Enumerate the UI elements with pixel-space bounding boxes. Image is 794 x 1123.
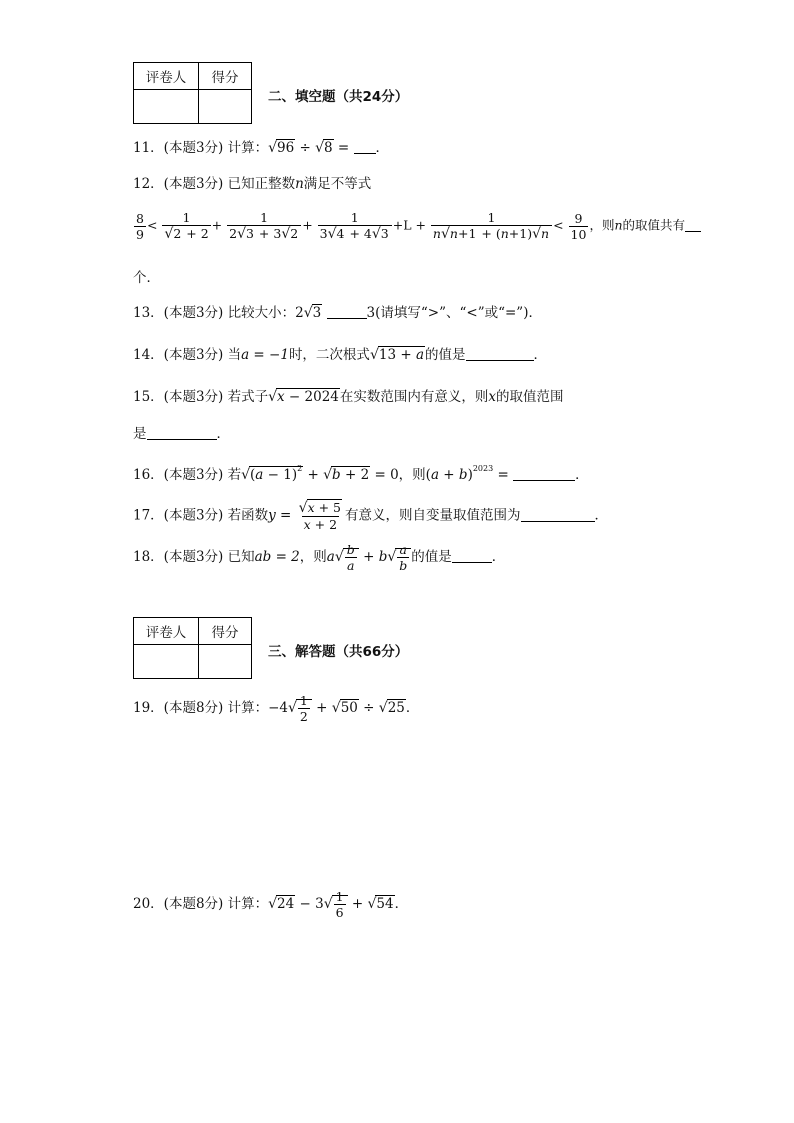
score-label: 得分 — [199, 618, 252, 645]
question-14: 14．(本题3分) 当a = −1时，二次根式√13 + a的值是 ． — [133, 347, 547, 363]
answer-blank-16[interactable] — [513, 466, 575, 481]
answer-blank-17[interactable] — [521, 507, 595, 522]
section3-title: 三、解答题（共66分） — [268, 644, 409, 660]
question-18: 18．(本题3分) 已知ab = 2，则a√ $\frac{b}{a}$ + b√ $\frac{a}{b}$ 的值是 ． — [133, 542, 506, 573]
grader-cell[interactable] — [134, 90, 199, 124]
score-cell[interactable] — [199, 90, 252, 124]
score-cell[interactable] — [199, 645, 252, 679]
question-12-inequality: $\frac{8}{9}$ < $\frac{1}{√2 + 2}$ + $\frac{1}{2√3 + 3√2}$ + $\frac{1}{3√4 + 4√3}$ +L + $\frac{1}{n√n+1 + (n+1)√n}$ < $\frac{9}{10}$ ，则n的取值共有 — [133, 210, 701, 242]
question-11: 11．(本题3分) 计算：√96 ÷ √8 = ． — [133, 140, 390, 156]
answer-blank-11[interactable] — [354, 139, 376, 154]
question-15-line2: 是 ． — [133, 426, 230, 442]
question-20: 20．(本题8分) 计算：√24 − 3√ $\frac{1}{6}$ + √54． — [133, 889, 409, 920]
answer-blank-14[interactable] — [466, 346, 534, 361]
grader-label: 评卷人 — [134, 618, 199, 645]
score-table-section2 — [133, 62, 252, 124]
question-19: 19．(本题8分) 计算：−4√ $\frac{1}{2}$ + √50 ÷ √25． — [133, 693, 420, 724]
question-13: 13．(本题3分) 比较大小：2√3 3(请填写“>”、“<”或“=”)． — [133, 305, 542, 321]
answer-blank-15[interactable] — [147, 425, 217, 440]
q11-prefix: 11．(本题3分) 计算： — [133, 140, 269, 156]
question-12: 12．(本题3分) 已知正整数n满足不等式 — [133, 176, 372, 192]
section2-title: 二、填空题（共24分） — [268, 89, 409, 105]
score-table-section3 — [133, 617, 252, 679]
answer-blank-18[interactable] — [452, 548, 492, 563]
question-17: 17．(本题3分) 若函数y = $\frac{√x + 5}{x + 2}$ 有意义，则自变量取值范围为 ． — [133, 500, 608, 532]
grader-cell[interactable] — [134, 645, 199, 679]
grader-label: 评卷人 — [134, 63, 199, 90]
answer-blank-12[interactable] — [685, 217, 701, 232]
answer-blank-13[interactable] — [327, 304, 367, 319]
question-16: 16．(本题3分) 若$√(a - 1)^2 + √b + 2 = 0$，则$(a + b)^{2023}$ = ． — [133, 464, 589, 483]
score-label: 得分 — [199, 63, 252, 90]
question-15: 15．(本题3分) 若式子√x − 2024在实数范围内有意义，则x的取值范围 — [133, 389, 564, 405]
question-12-end: 个． — [133, 270, 160, 286]
